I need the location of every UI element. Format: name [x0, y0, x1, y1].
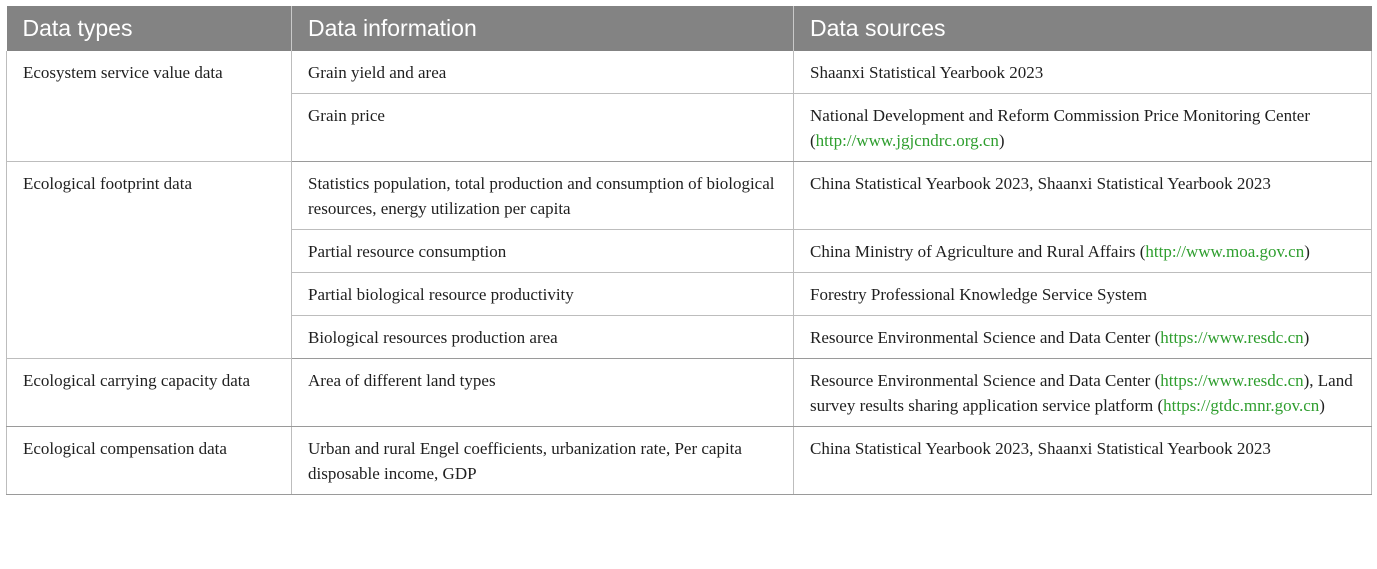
data-info-cell: Urban and rural Engel coefficients, urbanization rate, Per capita disposable income, GDP [292, 427, 794, 495]
source-text: Resource Environmental Science and Data Center ( [810, 328, 1161, 347]
data-info-cell: Area of different land types [292, 359, 794, 427]
data-info-cell: Partial resource consumption [292, 230, 794, 273]
source-text: National Development and Reform Commission Price Monitoring Center ( [810, 106, 1310, 150]
source-text: Shaanxi Statistical Yearbook 2023 [810, 63, 1044, 82]
source-text: China Ministry of Agriculture and Rural Affairs ( [810, 242, 1146, 261]
data-source-cell [794, 162, 1372, 230]
data-source-cell [794, 51, 1372, 94]
data-type-cell: Ecosystem service value data [7, 51, 292, 162]
data-source-cell [794, 359, 1372, 427]
source-link[interactable]: http://www.moa.gov.cn [1145, 242, 1305, 261]
data-source-cell [794, 94, 1372, 162]
source-text: Resource Environmental Science and Data Center ( [810, 371, 1161, 390]
data-sources-table-container [6, 6, 1371, 495]
table-body [7, 51, 1372, 495]
header-data-types: Data types [7, 6, 292, 51]
data-source-cell [794, 230, 1372, 273]
source-text: ) [1304, 242, 1310, 261]
table-row [7, 162, 1372, 230]
table-header [7, 6, 1372, 51]
source-link[interactable]: https://gtdc.mnr.gov.cn [1163, 396, 1320, 415]
data-type-cell: Ecological carrying capacity data [7, 359, 292, 427]
table-row [7, 51, 1372, 94]
source-link[interactable]: https://www.resdc.cn [1160, 328, 1304, 347]
source-text: China Statistical Yearbook 2023, Shaanxi Statistical Yearbook 2023 [810, 174, 1271, 193]
data-info-cell: Statistics population, total production and consumption of biological resources, energy utilization per capita [292, 162, 794, 230]
header-data-information: Data information [292, 6, 794, 51]
source-text: China Statistical Yearbook 2023, Shaanxi Statistical Yearbook 2023 [810, 439, 1271, 458]
source-text: ) [1303, 328, 1310, 347]
data-type-cell: Ecological compensation data [7, 427, 292, 495]
data-source-cell [794, 427, 1372, 495]
data-source-cell [794, 273, 1372, 316]
source-text: ), Land survey results sharing application service platform ( [810, 371, 1353, 415]
data-type-cell: Ecological footprint data [7, 162, 292, 359]
source-text: ) [998, 131, 1005, 150]
data-source-cell [794, 316, 1372, 359]
source-text: ) [1319, 396, 1325, 415]
data-info-cell: Partial biological resource productivity [292, 273, 794, 316]
data-info-cell: Grain yield and area [292, 51, 794, 94]
header-row [7, 6, 1372, 51]
data-info-cell: Biological resources production area [292, 316, 794, 359]
source-text: Forestry Professional Knowledge Service System [810, 285, 1148, 304]
table-row [7, 427, 1372, 495]
table-row [7, 359, 1372, 427]
source-link[interactable]: http://www.jgjcndrc.org.cn [815, 131, 999, 150]
source-link[interactable]: https://www.resdc.cn [1160, 371, 1304, 390]
data-info-cell: Grain price [292, 94, 794, 162]
header-data-sources: Data sources [794, 6, 1372, 51]
data-sources-table [6, 6, 1372, 495]
